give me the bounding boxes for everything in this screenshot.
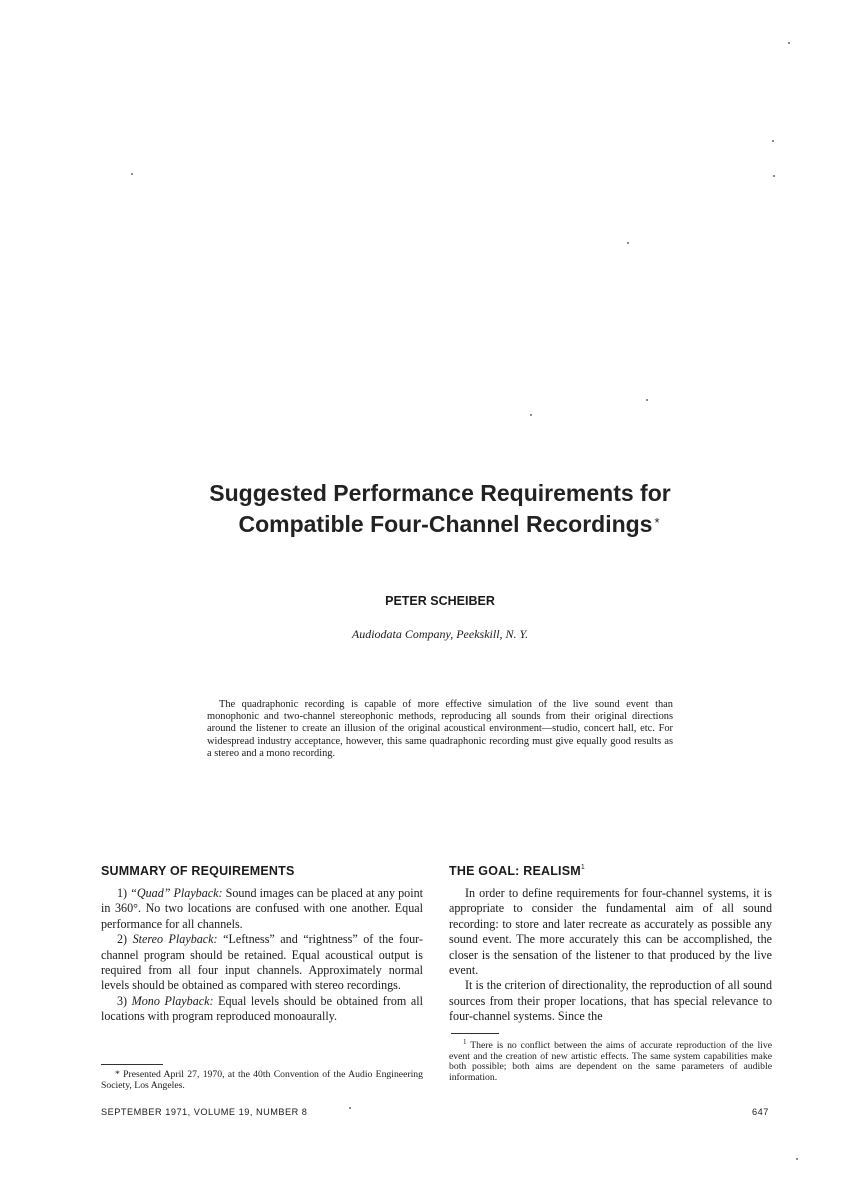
summary-heading: SUMMARY OF REQUIREMENTS xyxy=(101,864,295,878)
footnote-text: There is no conflict between the aims of accurate reproduction of the live event and the creation of new artistic effects. The same system capabilities make both possible; both aims are dependent on the same parameters of audible information. xyxy=(449,1040,772,1084)
realism-heading xyxy=(449,864,585,878)
requirement-item xyxy=(101,994,423,1025)
body-paragraph: It is the criterion of directionality, the reproduction of all sound sources from their proper locations, that has special relevance to four-channel systems. Since the xyxy=(449,978,772,1024)
abstract: The quadraphonic recording is capable of more effective simulation of the live sound event than monophonic and two-channel stereophonic methods, reproducing all sounds from their original directions around the listener to create an illusion of the original acoustical environment—studio, concert hall, etc. For widespread industry acceptance, however, this same quadraphonic recording must give equally good results as a stereo and a mono recording. xyxy=(207,699,673,759)
title-line-1: Suggested Performance Requirements for xyxy=(209,480,671,506)
requirement-label: “Quad” Playback: xyxy=(130,886,223,900)
requirement-number: 3) xyxy=(117,993,128,1008)
author-name: PETER SCHEIBER xyxy=(385,594,495,608)
requirement-text: Sound images can be placed at any point in 360°. No two locations are confused with one another. Equal performance for all channels. xyxy=(101,886,423,931)
summary-list xyxy=(101,886,423,1025)
realism-body xyxy=(449,886,772,1025)
scan-speck xyxy=(131,173,133,175)
requirement-label: Mono Playback: xyxy=(131,993,214,1008)
requirement-label: Stereo Playback: xyxy=(132,932,218,947)
author-affiliation: Audiodata Company, Peekskill, N. Y. xyxy=(351,627,529,641)
requirement-text: “Leftness” and “rightness” of the four-channel program should be retained. Equal acoustical output is required from all four input channels. Approximately normal levels should be obtained as compared with stereo recordings. xyxy=(101,932,423,993)
scan-speck xyxy=(796,1158,798,1160)
scan-speck xyxy=(627,242,629,244)
realism-footnote-ref: 1 xyxy=(580,864,585,871)
scan-speck xyxy=(772,140,774,142)
page-number: 647 xyxy=(752,1107,769,1117)
presentation-footnote: * Presented April 27, 1970, at the 40th Convention of the Audio Engineering Society, Los Angeles. xyxy=(101,1069,423,1091)
title-line-2: Compatible Four-Channel Recordings xyxy=(238,511,653,537)
realism-heading-text: THE GOAL: REALISM xyxy=(449,864,581,878)
requirement-item xyxy=(101,932,423,994)
paper-title xyxy=(150,478,730,540)
footnote-rule xyxy=(451,1033,499,1034)
journal-info: SEPTEMBER 1971, VOLUME 19, NUMBER 8 xyxy=(101,1107,308,1117)
scan-speck xyxy=(646,399,648,401)
title-footnote-marker: * xyxy=(654,515,660,530)
requirement-number: 2) xyxy=(117,932,128,947)
requirement-number: 1) xyxy=(117,886,128,900)
scan-speck xyxy=(773,175,775,177)
scan-speck xyxy=(349,1107,351,1109)
realism-footnote xyxy=(449,1037,772,1084)
footnote-number: 1 xyxy=(463,1038,467,1046)
footnote-rule xyxy=(101,1064,163,1065)
scan-speck xyxy=(530,414,532,416)
requirement-text: Equal levels should be obtained from all locations with program reproduced monoaurally. xyxy=(101,993,423,1024)
scan-speck xyxy=(788,42,790,44)
requirement-item xyxy=(101,886,423,932)
body-paragraph: In order to define requirements for four-channel systems, it is appropriate to consider the fundamental aim of all sound recording: to store and later recreate as accurately as possible any sound event. The more accurately this can be accomplished, the closer is the sensation of the listener to that produced by the live event. xyxy=(449,886,772,978)
